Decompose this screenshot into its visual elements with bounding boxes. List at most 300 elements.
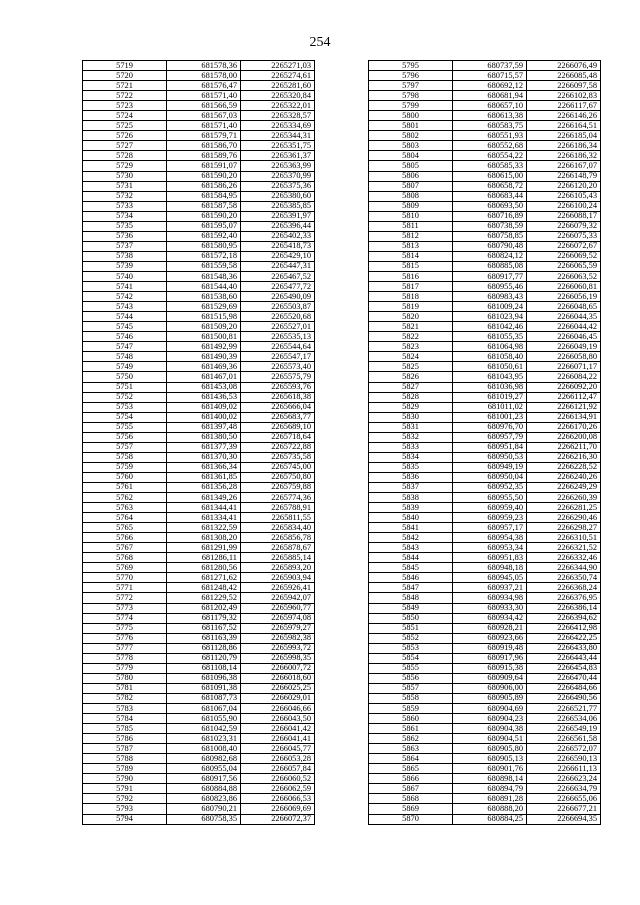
y-coordinate-cell: 2266053,28 [241,754,315,764]
point-number-cell: 5751 [83,382,167,392]
table-row [83,583,315,593]
table-row [83,402,315,412]
point-number-cell: 5856 [369,673,453,683]
point-number-cell: 5813 [369,241,453,251]
x-coordinate-cell: 680955,46 [453,282,527,292]
y-coordinate-cell: 2266066,53 [241,794,315,804]
point-number-cell: 5868 [369,794,453,804]
table-row [369,191,601,201]
x-coordinate-cell: 680923,66 [453,633,527,643]
table-row [83,633,315,643]
table-row [369,603,601,613]
table-row [369,754,601,764]
table-row [369,613,601,623]
table-row [83,231,315,241]
x-coordinate-cell: 681590,20 [167,171,241,181]
x-coordinate-cell: 681280,56 [167,563,241,573]
point-number-cell: 5798 [369,91,453,101]
y-coordinate-cell: 2265322,01 [241,101,315,111]
table-row [369,774,601,784]
table-row [83,503,315,513]
x-coordinate-cell: 681490,39 [167,352,241,362]
point-number-cell: 5738 [83,251,167,261]
table-row [369,392,601,402]
point-number-cell: 5765 [83,523,167,533]
y-coordinate-cell: 2266060,81 [527,282,601,292]
x-coordinate-cell: 680884,25 [453,814,527,824]
point-number-cell: 5783 [83,704,167,714]
y-coordinate-cell: 2265759,88 [241,482,315,492]
x-coordinate-cell: 680909,64 [453,673,527,683]
x-coordinate-cell: 680716,89 [453,211,527,221]
x-coordinate-cell: 681042,46 [453,322,527,332]
x-coordinate-cell: 681344,41 [167,503,241,513]
point-number-cell: 5773 [83,603,167,613]
table-row [83,181,315,191]
table-row [83,814,315,824]
point-number-cell: 5864 [369,754,453,764]
y-coordinate-cell: 2266117,67 [527,101,601,111]
x-coordinate-cell: 680957,17 [453,523,527,533]
table-row [369,422,601,432]
y-coordinate-cell: 2266065,59 [527,261,601,271]
table-row [83,593,315,603]
x-coordinate-cell: 681036,98 [453,382,527,392]
table-row [369,302,601,312]
point-number-cell: 5719 [83,61,167,71]
y-coordinate-cell: 2266623,24 [527,774,601,784]
x-coordinate-cell: 681011,02 [453,402,527,412]
x-coordinate-cell: 681009,24 [453,302,527,312]
table-row [369,764,601,774]
point-number-cell: 5869 [369,804,453,814]
x-coordinate-cell: 680901,76 [453,764,527,774]
table-row [369,402,601,412]
table-row [83,91,315,101]
x-coordinate-cell: 680917,77 [453,271,527,281]
table-row [369,342,601,352]
x-coordinate-cell: 681578,00 [167,71,241,81]
x-coordinate-cell: 680583,75 [453,121,527,131]
point-number-cell: 5741 [83,282,167,292]
table-row [369,241,601,251]
x-coordinate-cell: 681361,85 [167,472,241,482]
x-coordinate-cell: 680959,23 [453,513,527,523]
table-row [83,744,315,754]
point-number-cell: 5727 [83,141,167,151]
table-row [369,482,601,492]
x-coordinate-cell: 680737,59 [453,61,527,71]
table-row [83,271,315,281]
x-coordinate-cell: 681380,50 [167,432,241,442]
x-coordinate-cell: 680894,79 [453,784,527,794]
y-coordinate-cell: 2265467,52 [241,271,315,281]
y-coordinate-cell: 2266048,65 [527,302,601,312]
x-coordinate-cell: 681580,95 [167,241,241,251]
y-coordinate-cell: 2266046,45 [527,332,601,342]
point-number-cell: 5830 [369,412,453,422]
table-row [83,573,315,583]
x-coordinate-cell: 681042,59 [167,724,241,734]
table-row [369,643,601,653]
point-number-cell: 5835 [369,462,453,472]
y-coordinate-cell: 2265375,36 [241,181,315,191]
x-coordinate-cell: 680552,68 [453,141,527,151]
x-coordinate-cell: 681592,40 [167,231,241,241]
y-coordinate-cell: 2266018,60 [241,673,315,683]
x-coordinate-cell: 681248,42 [167,583,241,593]
table-row [369,633,601,643]
point-number-cell: 5796 [369,71,453,81]
x-coordinate-cell: 681356,28 [167,482,241,492]
x-coordinate-cell: 681587,58 [167,201,241,211]
table-row [83,714,315,724]
x-coordinate-cell: 681571,40 [167,91,241,101]
table-row [369,61,601,71]
table-row [83,121,315,131]
point-number-cell: 5802 [369,131,453,141]
point-number-cell: 5853 [369,643,453,653]
x-coordinate-cell: 681229,52 [167,593,241,603]
x-coordinate-cell: 680949,19 [453,462,527,472]
y-coordinate-cell: 2265885,14 [241,553,315,563]
table-row [369,714,601,724]
table-row [83,201,315,211]
table-row [83,673,315,683]
x-coordinate-cell: 680738,59 [453,221,527,231]
x-coordinate-cell: 681548,36 [167,271,241,281]
table-row [83,563,315,573]
table-row [83,643,315,653]
coordinates-table-left [82,60,315,825]
point-number-cell: 5788 [83,754,167,764]
point-number-cell: 5781 [83,683,167,693]
point-number-cell: 5848 [369,593,453,603]
x-coordinate-cell: 680954,38 [453,533,527,543]
point-number-cell: 5824 [369,352,453,362]
point-number-cell: 5744 [83,312,167,322]
table-row [83,794,315,804]
point-number-cell: 5823 [369,342,453,352]
table-row [369,292,601,302]
point-number-cell: 5721 [83,81,167,91]
table-row [369,412,601,422]
y-coordinate-cell: 2265351,75 [241,141,315,151]
x-coordinate-cell: 680554,22 [453,151,527,161]
point-number-cell: 5728 [83,151,167,161]
page-number: 254 [309,35,331,50]
y-coordinate-cell: 2266049,19 [527,342,601,352]
point-number-cell: 5837 [369,482,453,492]
table-row [369,553,601,563]
table-row [83,302,315,312]
y-coordinate-cell: 2265334,69 [241,121,315,131]
y-coordinate-cell: 2266057,84 [241,764,315,774]
table-row [83,493,315,503]
x-coordinate-cell: 680957,79 [453,432,527,442]
table-row [369,362,601,372]
y-coordinate-cell: 2266422,25 [527,633,601,643]
point-number-cell: 5852 [369,633,453,643]
y-coordinate-cell: 2266561,58 [527,734,601,744]
y-coordinate-cell: 2266063,52 [527,271,601,281]
table-row [83,81,315,91]
point-number-cell: 5779 [83,663,167,673]
y-coordinate-cell: 2265993,72 [241,643,315,653]
table-row [83,191,315,201]
table-row [369,583,601,593]
y-coordinate-cell: 2265503,87 [241,302,315,312]
y-coordinate-cell: 2266170,26 [527,422,601,432]
point-number-cell: 5841 [369,523,453,533]
point-number-cell: 5851 [369,623,453,633]
point-number-cell: 5733 [83,201,167,211]
x-coordinate-cell: 680904,51 [453,734,527,744]
y-coordinate-cell: 2266167,07 [527,161,601,171]
y-coordinate-cell: 2266454,83 [527,663,601,673]
table-row [369,382,601,392]
table-row [369,493,601,503]
x-coordinate-cell: 681397,48 [167,422,241,432]
y-coordinate-cell: 2266433,80 [527,643,601,653]
point-number-cell: 5822 [369,332,453,342]
point-number-cell: 5819 [369,302,453,312]
x-coordinate-cell: 681559,58 [167,261,241,271]
y-coordinate-cell: 2265370,99 [241,171,315,181]
x-coordinate-cell: 680919,48 [453,643,527,653]
table-row [83,543,315,553]
y-coordinate-cell: 2266394,62 [527,613,601,623]
x-coordinate-cell: 680928,21 [453,623,527,633]
table-row [83,241,315,251]
point-number-cell: 5734 [83,211,167,221]
table-row [369,322,601,332]
x-coordinate-cell: 680613,38 [453,111,527,121]
point-number-cell: 5722 [83,91,167,101]
table-row [369,271,601,281]
table-row [83,804,315,814]
point-number-cell: 5845 [369,563,453,573]
x-coordinate-cell: 680904,38 [453,724,527,734]
y-coordinate-cell: 2266134,91 [527,412,601,422]
table-row [369,352,601,362]
table-row [83,613,315,623]
y-coordinate-cell: 2266025,25 [241,683,315,693]
table-row [83,292,315,302]
y-coordinate-cell: 2266185,04 [527,131,601,141]
table-row [369,161,601,171]
table-row [83,472,315,482]
x-coordinate-cell: 681055,90 [167,714,241,724]
point-number-cell: 5805 [369,161,453,171]
y-coordinate-cell: 2265811,55 [241,513,315,523]
y-coordinate-cell: 2266112,47 [527,392,601,402]
point-number-cell: 5740 [83,271,167,281]
point-number-cell: 5859 [369,704,453,714]
x-coordinate-cell: 680905,80 [453,744,527,754]
point-number-cell: 5771 [83,583,167,593]
x-coordinate-cell: 681091,38 [167,683,241,693]
x-coordinate-cell: 681586,70 [167,141,241,151]
x-coordinate-cell: 681595,07 [167,221,241,231]
point-number-cell: 5745 [83,322,167,332]
table-row [83,261,315,271]
y-coordinate-cell: 2265344,31 [241,131,315,141]
y-coordinate-cell: 2266344,90 [527,563,601,573]
y-coordinate-cell: 2266376,95 [527,593,601,603]
y-coordinate-cell: 2266085,48 [527,71,601,81]
table-row [83,734,315,744]
y-coordinate-cell: 2266634,79 [527,784,601,794]
y-coordinate-cell: 2266084,22 [527,372,601,382]
x-coordinate-cell: 680982,68 [167,754,241,764]
x-coordinate-cell: 681377,39 [167,442,241,452]
table-row [83,111,315,121]
table-row [369,462,601,472]
y-coordinate-cell: 2265490,09 [241,292,315,302]
point-number-cell: 5735 [83,221,167,231]
point-number-cell: 5731 [83,181,167,191]
point-number-cell: 5807 [369,181,453,191]
point-number-cell: 5732 [83,191,167,201]
x-coordinate-cell: 680934,42 [453,613,527,623]
point-number-cell: 5787 [83,744,167,754]
table-row [369,221,601,231]
y-coordinate-cell: 2266007,72 [241,663,315,673]
y-coordinate-cell: 2265750,80 [241,472,315,482]
point-number-cell: 5770 [83,573,167,583]
point-number-cell: 5794 [83,814,167,824]
point-number-cell: 5809 [369,201,453,211]
point-number-cell: 5758 [83,452,167,462]
y-coordinate-cell: 2265575,79 [241,372,315,382]
table-row [83,322,315,332]
x-coordinate-cell: 680983,43 [453,292,527,302]
point-number-cell: 5762 [83,493,167,503]
point-number-cell: 5827 [369,382,453,392]
table-row [369,101,601,111]
y-coordinate-cell: 2266572,07 [527,744,601,754]
table-row [369,231,601,241]
y-coordinate-cell: 2266260,39 [527,493,601,503]
y-coordinate-cell: 2266041,41 [241,734,315,744]
x-coordinate-cell: 680683,44 [453,191,527,201]
x-coordinate-cell: 680948,18 [453,563,527,573]
x-coordinate-cell: 681578,36 [167,61,241,71]
table-row [83,101,315,111]
x-coordinate-cell: 680904,23 [453,714,527,724]
point-number-cell: 5746 [83,332,167,342]
x-coordinate-cell: 681538,60 [167,292,241,302]
table-row [369,312,601,322]
y-coordinate-cell: 2265618,38 [241,392,315,402]
x-coordinate-cell: 681087,73 [167,693,241,703]
y-coordinate-cell: 2265774,36 [241,493,315,503]
y-coordinate-cell: 2265689,10 [241,422,315,432]
table-row [83,332,315,342]
y-coordinate-cell: 2266045,77 [241,744,315,754]
point-number-cell: 5793 [83,804,167,814]
point-number-cell: 5757 [83,442,167,452]
point-number-cell: 5766 [83,533,167,543]
y-coordinate-cell: 2265391,97 [241,211,315,221]
y-coordinate-cell: 2265281,60 [241,81,315,91]
table-row [369,704,601,714]
x-coordinate-cell: 681055,35 [453,332,527,342]
x-coordinate-cell: 681001,23 [453,412,527,422]
point-number-cell: 5858 [369,693,453,703]
table-body-right [369,61,601,825]
point-number-cell: 5815 [369,261,453,271]
y-coordinate-cell: 2266386,14 [527,603,601,613]
x-coordinate-cell: 681453,08 [167,382,241,392]
point-number-cell: 5739 [83,261,167,271]
y-coordinate-cell: 2265547,17 [241,352,315,362]
y-coordinate-cell: 2266079,32 [527,221,601,231]
x-coordinate-cell: 681064,98 [453,342,527,352]
point-number-cell: 5729 [83,161,167,171]
point-number-cell: 5778 [83,653,167,663]
x-coordinate-cell: 681128,86 [167,643,241,653]
point-number-cell: 5755 [83,422,167,432]
y-coordinate-cell: 2266092,20 [527,382,601,392]
x-coordinate-cell: 681436,53 [167,392,241,402]
x-coordinate-cell: 681366,34 [167,462,241,472]
point-number-cell: 5826 [369,372,453,382]
y-coordinate-cell: 2265593,76 [241,382,315,392]
x-coordinate-cell: 680790,21 [167,804,241,814]
table-row [83,663,315,673]
point-number-cell: 5737 [83,241,167,251]
table-row [83,754,315,764]
y-coordinate-cell: 2266321,52 [527,543,601,553]
point-number-cell: 5785 [83,724,167,734]
x-coordinate-cell: 680950,04 [453,472,527,482]
x-coordinate-cell: 680692,12 [453,81,527,91]
table-row [369,623,601,633]
y-coordinate-cell: 2265974,08 [241,613,315,623]
x-coordinate-cell: 681566,59 [167,101,241,111]
table-row [83,342,315,352]
point-number-cell: 5760 [83,472,167,482]
x-coordinate-cell: 681019,27 [453,392,527,402]
y-coordinate-cell: 2266249,29 [527,482,601,492]
y-coordinate-cell: 2266043,50 [241,714,315,724]
y-coordinate-cell: 2265735,58 [241,452,315,462]
table-body-left [83,61,315,825]
y-coordinate-cell: 2265982,38 [241,633,315,643]
point-number-cell: 5833 [369,442,453,452]
x-coordinate-cell: 680904,69 [453,704,527,714]
table-row [369,201,601,211]
point-number-cell: 5836 [369,472,453,482]
x-coordinate-cell: 680937,21 [453,583,527,593]
table-row [369,563,601,573]
point-number-cell: 5812 [369,231,453,241]
table-row [83,432,315,442]
y-coordinate-cell: 2266146,26 [527,111,601,121]
point-number-cell: 5769 [83,563,167,573]
y-coordinate-cell: 2265429,10 [241,251,315,261]
x-coordinate-cell: 681108,14 [167,663,241,673]
y-coordinate-cell: 2265788,91 [241,503,315,513]
y-coordinate-cell: 2266290,46 [527,513,601,523]
x-coordinate-cell: 680885,08 [453,261,527,271]
x-coordinate-cell: 681043,95 [453,372,527,382]
x-coordinate-cell: 680959,40 [453,503,527,513]
point-number-cell: 5839 [369,503,453,513]
point-number-cell: 5784 [83,714,167,724]
